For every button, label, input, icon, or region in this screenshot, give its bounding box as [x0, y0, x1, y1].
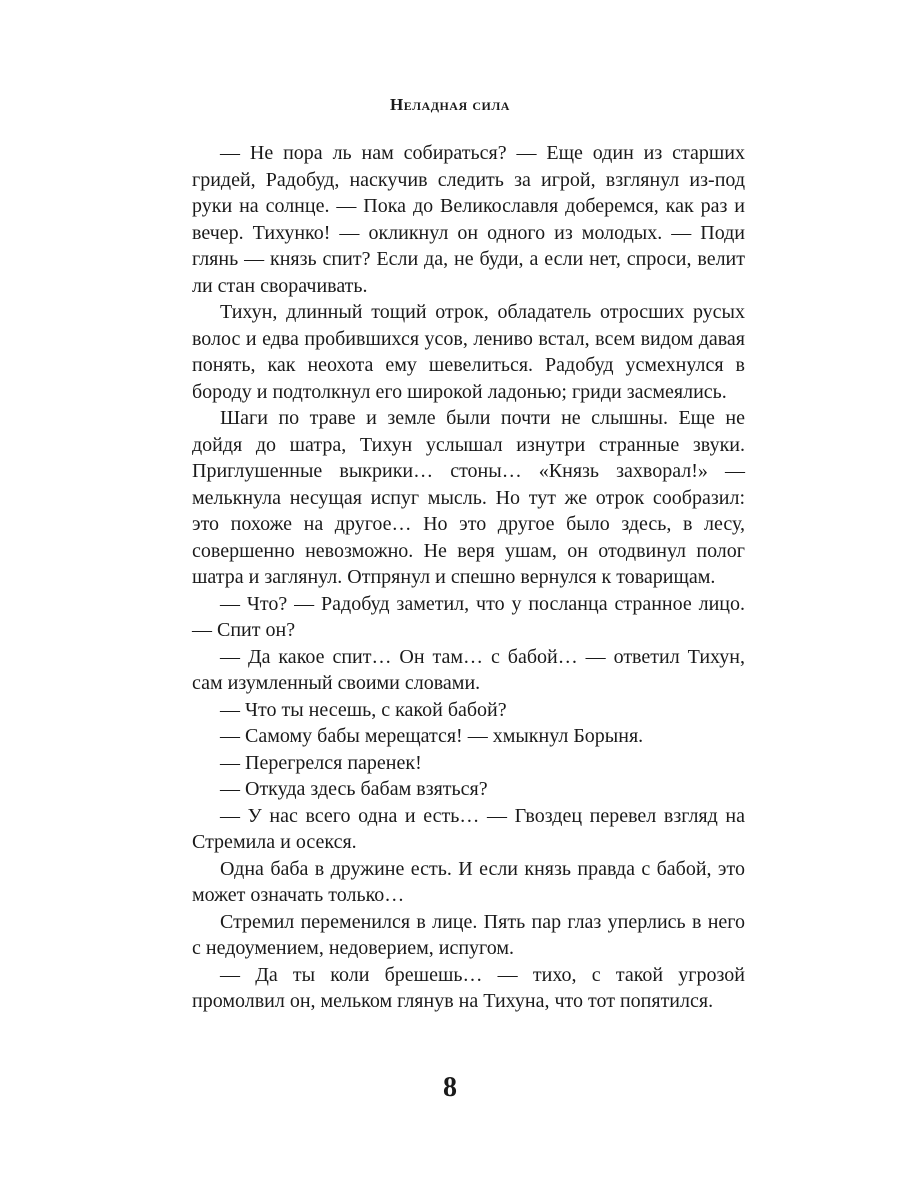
paragraph: — У нас всего одна и есть… — Гвоздец перевел взгляд на Стремила и осекся.	[192, 804, 745, 853]
paragraph: Шаги по траве и земле были почти не слышны. Еще не дойдя до шатра, Тихун услышал изнутри странные звуки. Приглушенные выкрики… стоны… «Князь захворал!» — мелькнула несущая испуг мысль. Но тут же отрок сообразил: это похоже на другое… Но это другое было здесь, в лесу, совершенно невозможно. Не веря ушам, он отодвинул полог шатра и заглянул. Отпрянул и спешно вернулся к товарищам.	[192, 407, 745, 588]
paragraph: Стремил переменился в лице. Пять пар глаз уперлись в него с недоумением, недоверием, испугом.	[192, 910, 745, 959]
paragraph: — Что ты несешь, с какой бабой?	[220, 698, 507, 721]
paragraph: — Самому бабы мерещатся! — хмыкнул Борыня.	[220, 725, 644, 747]
page-number: 8	[443, 1072, 457, 1103]
paragraph: — Что? — Радобуд заметил, что у посланца странное лицо. — Спит он?	[192, 592, 745, 641]
paragraph: — Откуда здесь бабам взяться?	[220, 778, 488, 800]
paragraph: — Перегрелся паренек!	[220, 751, 422, 774]
paragraph: — Не пора ль нам собираться? — Еще один из старших гридей, Радобуд, наскучив следить за игрой, взглянул из-под руки на солнце. — Пока до Великославля доберемся, как раз и вечер. Тихунко! — окликнул он одного из молодых. — Поди глянь — князь спит? Если да, не буди, а если нет, спроси, велит ли стан сворачивать.	[192, 142, 745, 297]
paragraph: — Да ты коли брешешь… — тихо, с такой угрозой промолвил он, мельком глянув на Тихуна, что тот попятился.	[192, 963, 745, 1012]
paragraph: Одна баба в дружине есть. И если князь правда с бабой, это может означать только…	[192, 857, 745, 906]
running-head: Неладная сила	[390, 95, 510, 114]
body-text	[192, 140, 745, 1015]
paragraph: — Да какое спит… Он там… с бабой… — ответил Тихун, сам изумленный своими словами.	[192, 645, 745, 694]
paragraph: Тихун, длинный тощий отрок, обладатель отросших русых волос и едва пробившихся усов, лениво встал, всем видом давая понять, как неохота ему шевелиться. Радобуд усмехнулся в бороду и подтолкнул его широкой ладонью; гриди засмеялись.	[192, 301, 745, 403]
